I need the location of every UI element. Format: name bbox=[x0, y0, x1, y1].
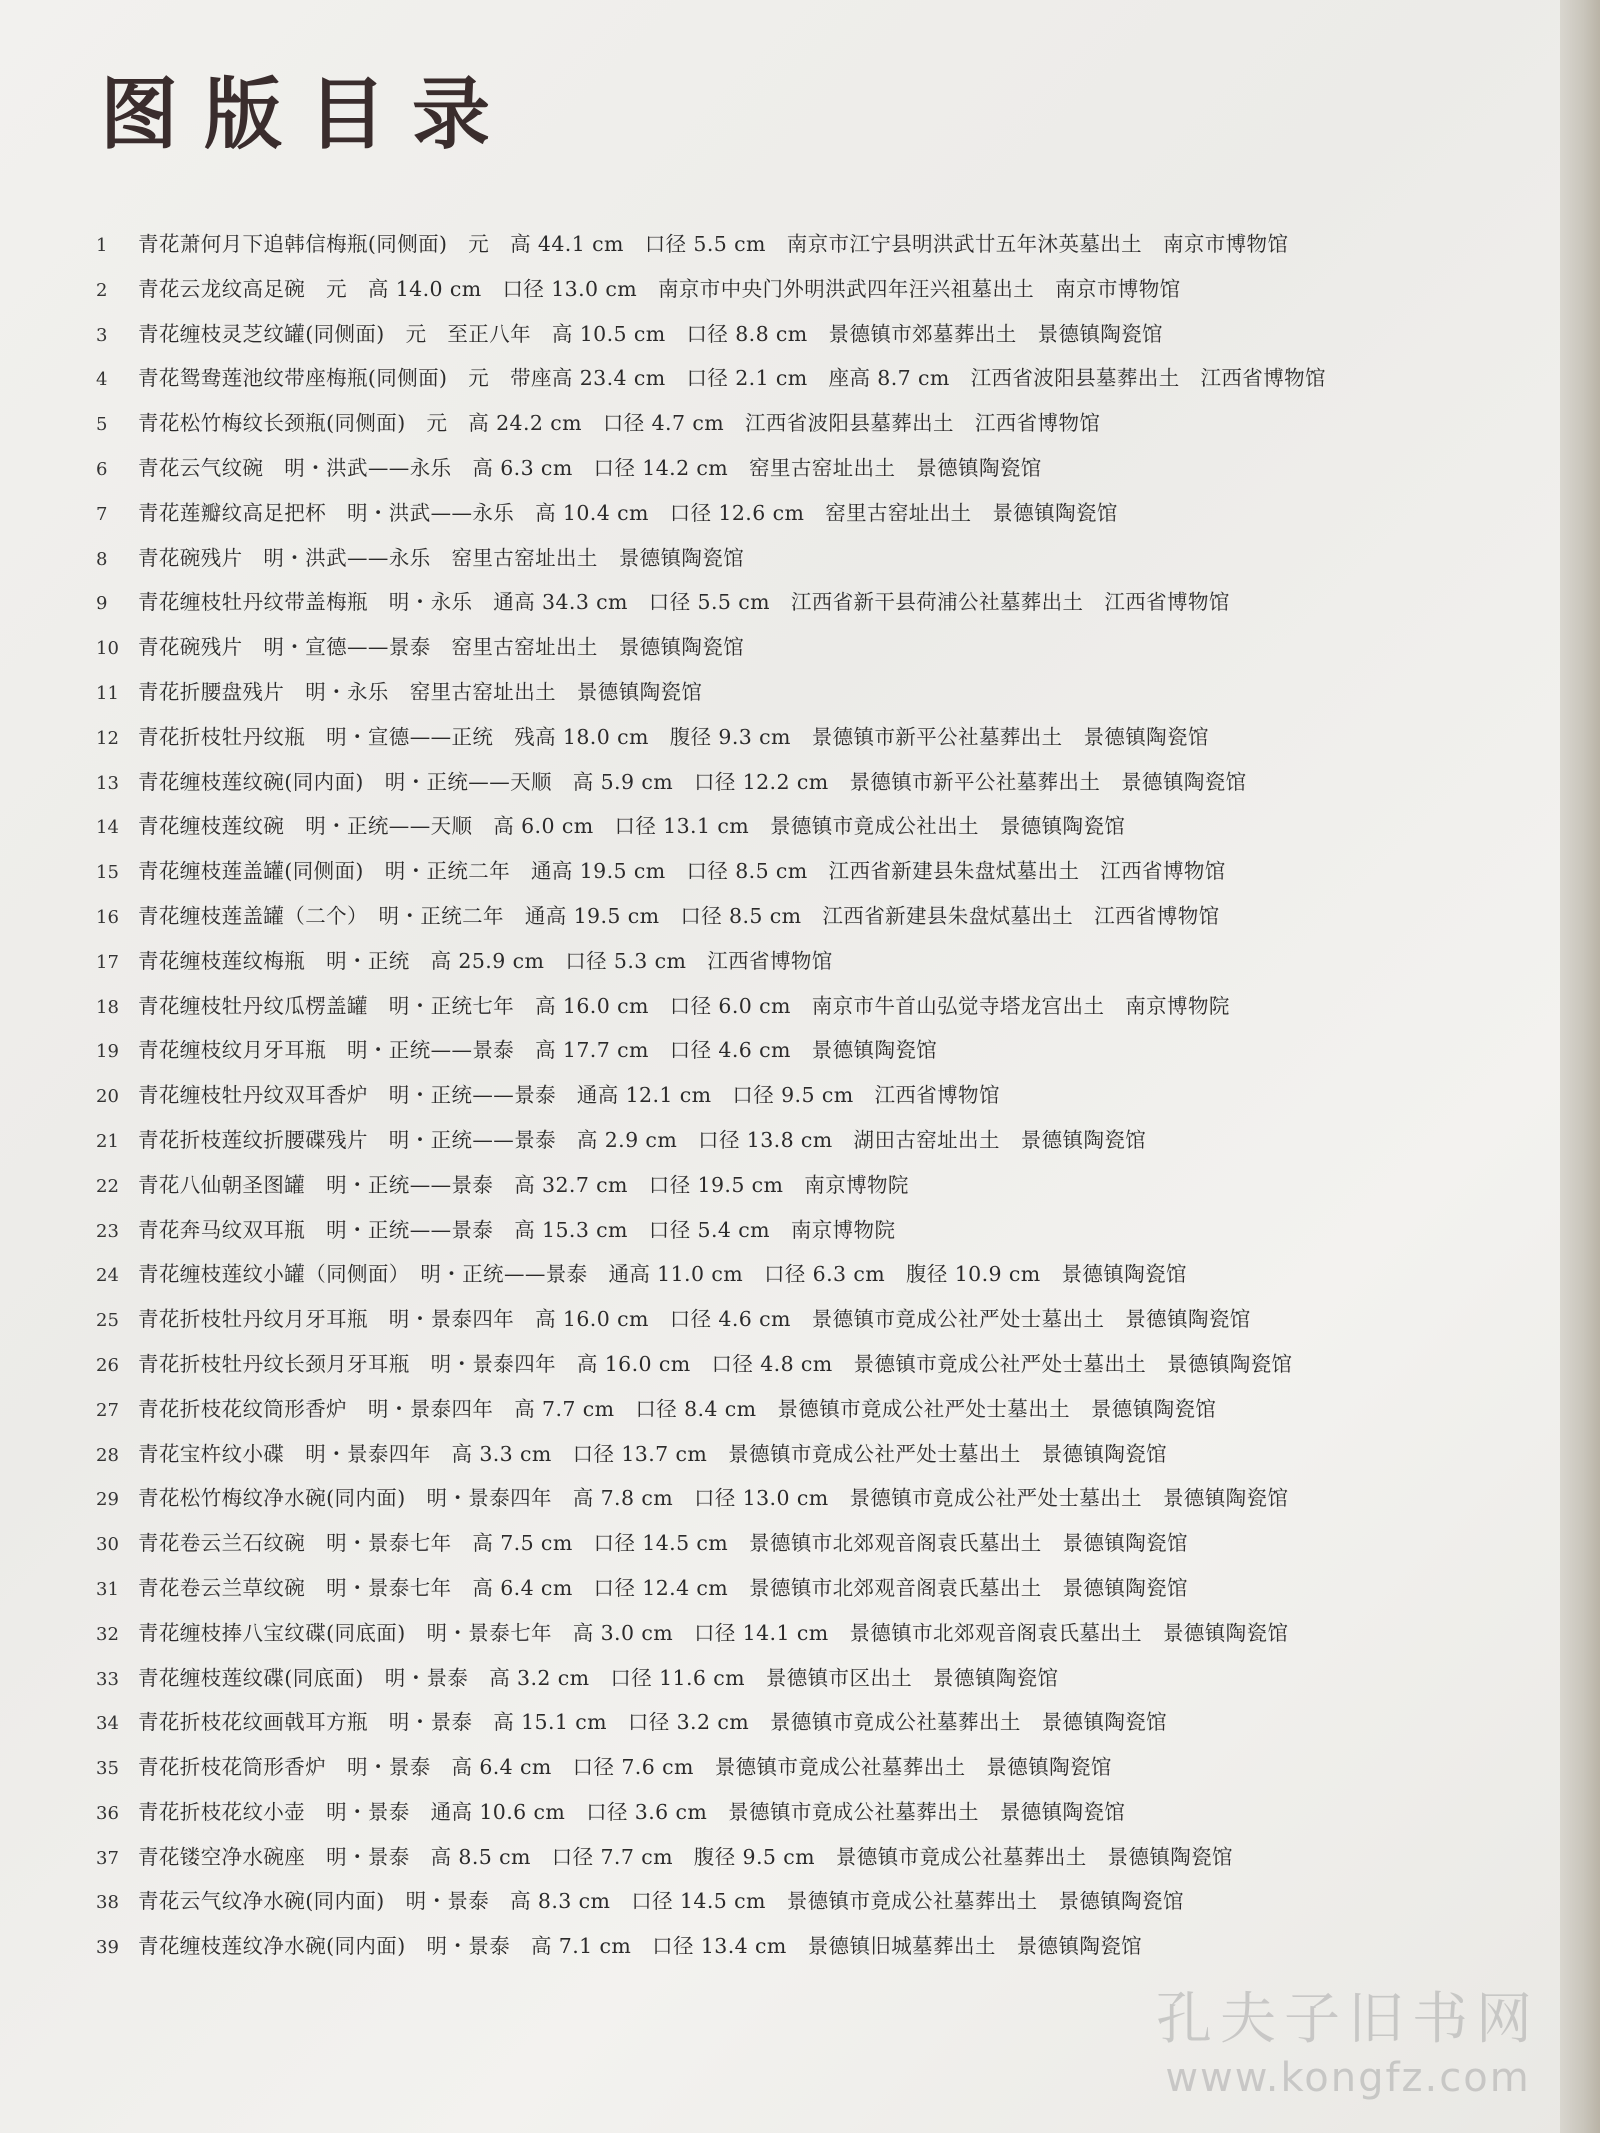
plate-number: 29 bbox=[96, 1489, 119, 1511]
list-item bbox=[96, 312, 1516, 357]
list-item bbox=[96, 1790, 1516, 1835]
plate-list bbox=[96, 222, 1516, 1969]
list-item bbox=[96, 1835, 1516, 1880]
plate-number: 32 bbox=[96, 1623, 119, 1645]
plate-number: 1 bbox=[96, 235, 108, 256]
list-item bbox=[96, 894, 1516, 939]
plate-description: 青花云气纹碗 明・洪武——永乐 高 6.3 cm 口径 14.2 cm 窑里古窑址出土 景德镇陶瓷馆 bbox=[138, 455, 1042, 480]
plate-number: 12 bbox=[96, 727, 119, 749]
plate-number: 39 bbox=[96, 1937, 119, 1959]
list-item bbox=[96, 446, 1516, 491]
plate-number: 20 bbox=[96, 1086, 119, 1108]
plate-number: 27 bbox=[96, 1399, 119, 1421]
plate-description: 青花缠枝捧八宝纹碟(同底面) 明・景泰七年 高 3.0 cm 口径 14.1 cm 景德镇市北郊观音阁袁氏墓出土 景德镇陶瓷馆 bbox=[138, 1620, 1289, 1645]
plate-number: 21 bbox=[96, 1130, 119, 1152]
plate-description: 青花缠枝灵芝纹罐(同侧面) 元 至正八年 高 10.5 cm 口径 8.8 cm 景德镇市郊墓葬出土 景德镇陶瓷馆 bbox=[138, 321, 1163, 346]
plate-number: 25 bbox=[96, 1310, 119, 1332]
list-item bbox=[96, 984, 1516, 1029]
list-item bbox=[96, 222, 1516, 267]
list-item bbox=[96, 1073, 1516, 1118]
watermark-name: 孔夫子旧书网 bbox=[1156, 1987, 1540, 2052]
list-item bbox=[96, 1700, 1516, 1745]
plate-number: 16 bbox=[96, 906, 119, 928]
plate-description: 青花折枝花纹画戟耳方瓶 明・景泰 高 15.1 cm 口径 3.2 cm 景德镇市竟成公社墓葬出土 景德镇陶瓷馆 bbox=[138, 1710, 1168, 1735]
list-item bbox=[96, 536, 1516, 581]
plate-description: 青花八仙朝圣图罐 明・正统——景泰 高 32.7 cm 口径 19.5 cm 南京博物院 bbox=[138, 1172, 909, 1197]
plate-description: 青花折枝牡丹纹瓶 明・宣德——正统 残高 18.0 cm 腹径 9.3 cm 景德镇市新平公社墓葬出土 景德镇陶瓷馆 bbox=[138, 724, 1209, 749]
plate-number: 34 bbox=[96, 1713, 119, 1735]
plate-description: 青花折枝牡丹纹月牙耳瓶 明・景泰四年 高 16.0 cm 口径 4.6 cm 景德镇市竟成公社严处士墓出土 景德镇陶瓷馆 bbox=[138, 1307, 1251, 1332]
list-item bbox=[96, 267, 1516, 312]
plate-description: 青花折腰盘残片 明・永乐 窑里古窑址出土 景德镇陶瓷馆 bbox=[138, 679, 703, 704]
list-item bbox=[96, 1387, 1516, 1432]
plate-number: 26 bbox=[96, 1354, 119, 1376]
plate-description: 青花莲瓣纹高足把杯 明・洪武——永乐 高 10.4 cm 口径 12.6 cm 窑里古窑址出土 景德镇陶瓷馆 bbox=[138, 500, 1118, 525]
plate-description: 青花卷云兰石纹碗 明・景泰七年 高 7.5 cm 口径 14.5 cm 景德镇市北郊观音阁袁氏墓出土 景德镇陶瓷馆 bbox=[138, 1531, 1188, 1556]
list-item bbox=[96, 1432, 1516, 1477]
plate-number: 18 bbox=[96, 996, 119, 1018]
plate-description: 青花云龙纹高足碗 元 高 14.0 cm 口径 13.0 cm 南京市中央门外明洪武四年汪兴祖墓出土 南京市博物馆 bbox=[138, 276, 1181, 301]
plate-number: 37 bbox=[96, 1847, 119, 1869]
list-item bbox=[96, 804, 1516, 849]
plate-description: 青花缠枝莲纹净水碗(同内面) 明・景泰 高 7.1 cm 口径 13.4 cm 景德镇旧城墓葬出土 景德镇陶瓷馆 bbox=[138, 1934, 1143, 1959]
list-item bbox=[96, 625, 1516, 670]
list-item bbox=[96, 1118, 1516, 1163]
list-item bbox=[96, 1252, 1516, 1297]
list-item bbox=[96, 1208, 1516, 1253]
list-item bbox=[96, 1656, 1516, 1701]
list-item bbox=[96, 1163, 1516, 1208]
plate-number: 10 bbox=[96, 638, 119, 660]
plate-description: 青花缠枝牡丹纹双耳香炉 明・正统——景泰 通高 12.1 cm 口径 9.5 cm 江西省博物馆 bbox=[138, 1083, 1000, 1108]
plate-description: 青花松竹梅纹净水碗(同内面) 明・景泰四年 高 7.8 cm 口径 13.0 cm 景德镇市竟成公社严处士墓出土 景德镇陶瓷馆 bbox=[138, 1486, 1289, 1511]
list-item bbox=[96, 715, 1516, 760]
list-item bbox=[96, 1297, 1516, 1342]
list-item bbox=[96, 580, 1516, 625]
list-item bbox=[96, 1342, 1516, 1387]
list-item bbox=[96, 1745, 1516, 1790]
list-item bbox=[96, 1521, 1516, 1566]
plate-description: 青花镂空净水碗座 明・景泰 高 8.5 cm 口径 7.7 cm 腹径 9.5 cm 景德镇市竟成公社墓葬出土 景德镇陶瓷馆 bbox=[138, 1844, 1233, 1869]
list-item bbox=[96, 760, 1516, 805]
plate-number: 9 bbox=[96, 593, 108, 615]
plate-number: 3 bbox=[96, 324, 108, 346]
list-item bbox=[96, 939, 1516, 984]
plate-number: 14 bbox=[96, 817, 119, 839]
plate-description: 青花碗残片 明・洪武——永乐 窑里古窑址出土 景德镇陶瓷馆 bbox=[138, 545, 745, 570]
plate-description: 青花宝杵纹小碟 明・景泰四年 高 3.3 cm 口径 13.7 cm 景德镇市竟成公社严处士墓出土 景德镇陶瓷馆 bbox=[138, 1441, 1168, 1466]
page-title: 图版目录 bbox=[100, 70, 517, 160]
list-item bbox=[96, 849, 1516, 894]
plate-number: 33 bbox=[96, 1668, 119, 1690]
list-item bbox=[96, 1476, 1516, 1521]
plate-description: 青花卷云兰草纹碗 明・景泰七年 高 6.4 cm 口径 12.4 cm 景德镇市北郊观音阁袁氏墓出土 景德镇陶瓷馆 bbox=[138, 1575, 1188, 1600]
list-item bbox=[96, 1879, 1516, 1924]
plate-description: 青花缠枝莲纹碗 明・正统——天顺 高 6.0 cm 口径 13.1 cm 景德镇市竟成公社出土 景德镇陶瓷馆 bbox=[138, 814, 1126, 839]
plate-description: 青花折枝花筒形香炉 明・景泰 高 6.4 cm 口径 7.6 cm 景德镇市竟成公社墓葬出土 景德镇陶瓷馆 bbox=[138, 1755, 1112, 1780]
plate-description: 青花鸳鸯莲池纹带座梅瓶(同侧面) 元 带座高 23.4 cm 口径 2.1 cm 座高 8.7 cm 江西省波阳县墓葬出土 江西省博物馆 bbox=[138, 366, 1326, 391]
plate-description: 青花萧何月下追韩信梅瓶(同侧面) 元 高 44.1 cm 口径 5.5 cm 南京市江宁县明洪武廿五年沐英墓出土 南京市博物馆 bbox=[138, 232, 1289, 256]
page-edge bbox=[1560, 0, 1600, 2133]
plate-description: 青花奔马纹双耳瓶 明・正统——景泰 高 15.3 cm 口径 5.4 cm 南京博物院 bbox=[138, 1217, 896, 1242]
plate-number: 38 bbox=[96, 1892, 119, 1914]
watermark bbox=[1156, 1975, 1540, 2101]
plate-description: 青花缠枝莲纹小罐（同侧面） 明・正统——景泰 通高 11.0 cm 口径 6.3 cm 腹径 10.9 cm 景德镇陶瓷馆 bbox=[138, 1262, 1187, 1287]
plate-number: 15 bbox=[96, 862, 119, 884]
plate-description: 青花折枝牡丹纹长颈月牙耳瓶 明・景泰四年 高 16.0 cm 口径 4.8 cm 景德镇市竟成公社严处士墓出土 景德镇陶瓷馆 bbox=[138, 1351, 1293, 1376]
plate-number: 23 bbox=[96, 1220, 119, 1242]
plate-description: 青花缠枝纹月牙耳瓶 明・正统——景泰 高 17.7 cm 口径 4.6 cm 景德镇陶瓷馆 bbox=[138, 1038, 938, 1063]
plate-description: 青花碗残片 明・宣德——景泰 窑里古窑址出土 景德镇陶瓷馆 bbox=[138, 635, 745, 660]
plate-description: 青花折枝莲纹折腰碟残片 明・正统——景泰 高 2.9 cm 口径 13.8 cm 湖田古窑址出土 景德镇陶瓷馆 bbox=[138, 1127, 1147, 1152]
plate-number: 5 bbox=[96, 414, 108, 436]
watermark-url: www.kongfz.com bbox=[1165, 2055, 1531, 2101]
list-item bbox=[96, 1566, 1516, 1611]
plate-number: 36 bbox=[96, 1802, 119, 1824]
list-item bbox=[96, 401, 1516, 446]
list-item bbox=[96, 1924, 1516, 1969]
plate-number: 19 bbox=[96, 1041, 119, 1063]
plate-description: 青花缠枝莲纹梅瓶 明・正统 高 25.9 cm 口径 5.3 cm 江西省博物馆 bbox=[138, 948, 833, 973]
plate-description: 青花云气纹净水碗(同内面) 明・景泰 高 8.3 cm 口径 14.5 cm 景德镇市竟成公社墓葬出土 景德镇陶瓷馆 bbox=[138, 1889, 1184, 1914]
plate-number: 31 bbox=[96, 1578, 119, 1600]
plate-description: 青花折枝花纹筒形香炉 明・景泰四年 高 7.7 cm 口径 8.4 cm 景德镇市竟成公社严处士墓出土 景德镇陶瓷馆 bbox=[138, 1396, 1217, 1421]
list-item bbox=[96, 1611, 1516, 1656]
plate-number: 35 bbox=[96, 1758, 119, 1780]
plate-number: 4 bbox=[96, 369, 108, 391]
plate-description: 青花缠枝牡丹纹瓜楞盖罐 明・正统七年 高 16.0 cm 口径 6.0 cm 南京市牛首山弘觉寺塔龙宫出土 南京博物院 bbox=[138, 993, 1230, 1018]
plate-number: 30 bbox=[96, 1534, 119, 1556]
plate-number: 8 bbox=[96, 548, 108, 570]
plate-description: 青花缠枝莲盖罐（二个） 明・正统二年 通高 19.5 cm 口径 8.5 cm 江西省新建县朱盘烒墓出土 江西省博物馆 bbox=[138, 903, 1220, 928]
list-item bbox=[96, 1028, 1516, 1073]
plate-description: 青花缠枝莲盖罐(同侧面) 明・正统二年 通高 19.5 cm 口径 8.5 cm 江西省新建县朱盘烒墓出土 江西省博物馆 bbox=[138, 859, 1226, 884]
list-item bbox=[96, 356, 1516, 401]
plate-number: 7 bbox=[96, 503, 108, 525]
list-item bbox=[96, 670, 1516, 715]
plate-number: 6 bbox=[96, 458, 108, 480]
plate-number: 28 bbox=[96, 1444, 119, 1466]
plate-number: 13 bbox=[96, 772, 119, 794]
plate-number: 17 bbox=[96, 951, 119, 973]
plate-description: 青花折枝花纹小壶 明・景泰 通高 10.6 cm 口径 3.6 cm 景德镇市竟成公社墓葬出土 景德镇陶瓷馆 bbox=[138, 1799, 1126, 1824]
plate-number: 11 bbox=[96, 682, 119, 704]
plate-description: 青花缠枝牡丹纹带盖梅瓶 明・永乐 通高 34.3 cm 口径 5.5 cm 江西省新干县荷浦公社墓葬出土 江西省博物馆 bbox=[138, 590, 1230, 615]
plate-number: 2 bbox=[96, 279, 108, 301]
list-item bbox=[96, 491, 1516, 536]
plate-number: 22 bbox=[96, 1175, 119, 1197]
plate-description: 青花缠枝莲纹碟(同底面) 明・景泰 高 3.2 cm 口径 11.6 cm 景德镇市区出土 景德镇陶瓷馆 bbox=[138, 1665, 1059, 1690]
plate-description: 青花缠枝莲纹碗(同内面) 明・正统——天顺 高 5.9 cm 口径 12.2 cm 景德镇市新平公社墓葬出土 景德镇陶瓷馆 bbox=[138, 769, 1247, 794]
plate-number: 24 bbox=[96, 1265, 119, 1287]
plate-description: 青花松竹梅纹长颈瓶(同侧面) 元 高 24.2 cm 口径 4.7 cm 江西省波阳县墓葬出土 江西省博物馆 bbox=[138, 411, 1101, 436]
